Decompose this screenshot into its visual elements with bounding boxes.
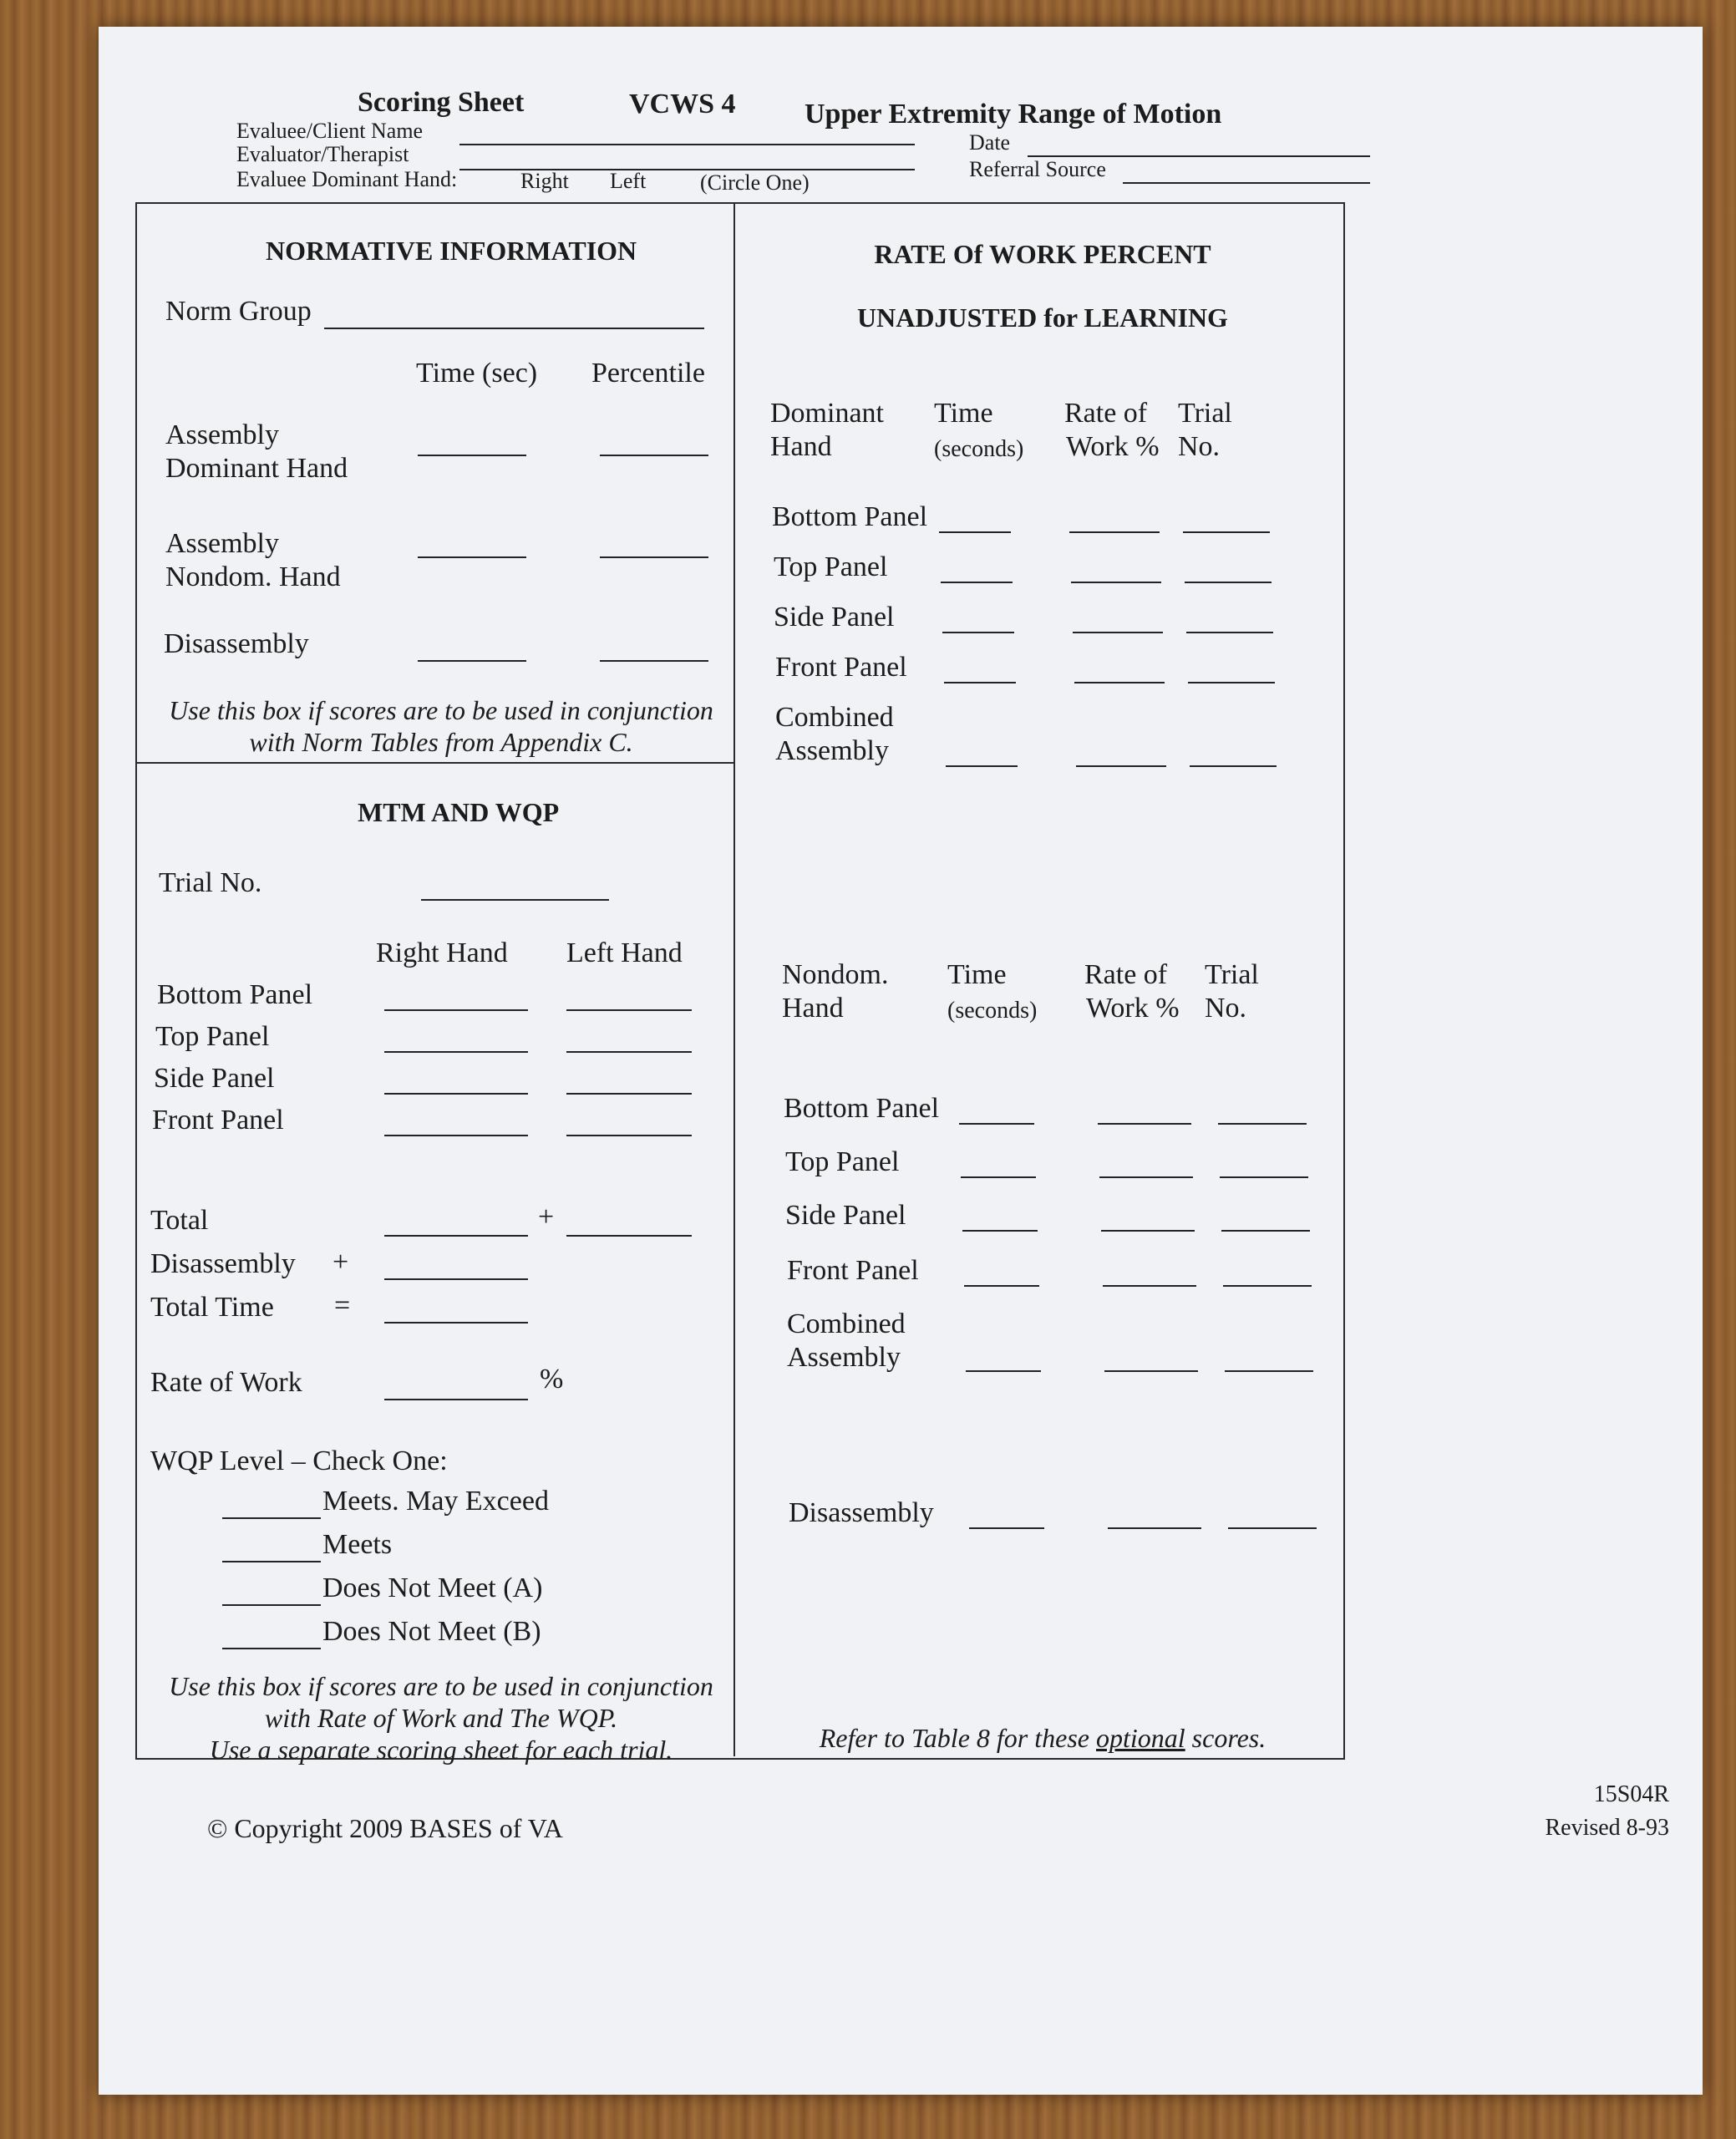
mtm-col-left-hand: Left Hand xyxy=(566,937,683,968)
nondom-bottom-time-field[interactable] xyxy=(959,1123,1034,1125)
revised-date: Revised 8-93 xyxy=(1545,1815,1669,1841)
wqp-option-does-not-meet-b: Does Not Meet (B) xyxy=(322,1616,541,1647)
rate-note xyxy=(750,1723,1335,1754)
mtm-row-side-panel: Side Panel xyxy=(154,1063,275,1094)
dominant-row-front-panel: Front Panel xyxy=(775,652,907,683)
nondom-front-trial-field[interactable] xyxy=(1223,1285,1312,1287)
nondom-top-trial-field[interactable] xyxy=(1220,1176,1308,1178)
nondom-row-top-panel: Top Panel xyxy=(785,1146,900,1177)
test-code: VCWS 4 xyxy=(629,89,736,119)
scoring-sheet-paper xyxy=(99,27,1703,2095)
mtm-side-right-field[interactable] xyxy=(384,1093,528,1095)
nondom-time-line1: Time xyxy=(947,959,1007,990)
nondom-head-line2: Hand xyxy=(782,993,844,1024)
dominant-front-trial-field[interactable] xyxy=(1188,682,1275,683)
nondom-top-time-field[interactable] xyxy=(961,1176,1036,1178)
dominant-top-trial-field[interactable] xyxy=(1185,582,1272,583)
dominant-head-line2: Hand xyxy=(770,431,832,462)
nondom-top-rate-field[interactable] xyxy=(1099,1176,1193,1178)
mtm-total-time-field[interactable] xyxy=(384,1322,528,1324)
wqp-level-heading: WQP Level – Check One: xyxy=(150,1445,448,1476)
mtm-top-right-field[interactable] xyxy=(384,1051,528,1053)
dominant-time-line1: Time xyxy=(934,398,993,429)
nondom-head-line1: Nondom. xyxy=(782,959,889,990)
mtm-front-right-field[interactable] xyxy=(384,1135,528,1136)
nondom-row-bottom-panel: Bottom Panel xyxy=(784,1093,940,1124)
dominant-side-rate-field[interactable] xyxy=(1073,632,1163,633)
assembly-nondom-time-field[interactable] xyxy=(418,556,526,558)
evaluee-name-field[interactable] xyxy=(459,144,915,145)
mtm-disassembly-plus: + xyxy=(332,1247,349,1278)
nondom-side-trial-field[interactable] xyxy=(1221,1230,1310,1232)
dominant-top-rate-field[interactable] xyxy=(1071,582,1161,583)
nondom-combined-line1: Combined xyxy=(787,1308,906,1339)
nondom-row-side-panel: Side Panel xyxy=(785,1200,906,1231)
mtm-disassembly-label: Disassembly xyxy=(150,1248,296,1279)
nondom-combined-trial-field[interactable] xyxy=(1225,1370,1313,1372)
nondom-bottom-trial-field[interactable] xyxy=(1218,1123,1307,1125)
mtm-total-right-field[interactable] xyxy=(384,1235,528,1237)
wqp-option-meets-may-exceed: Meets. May Exceed xyxy=(322,1486,549,1517)
mtm-note-line2: with Rate of Work and The WQP. xyxy=(264,1703,618,1733)
rate-note-optional: optional xyxy=(1095,1723,1185,1753)
nondom-rate-line2: Work % xyxy=(1086,993,1180,1024)
wqp-meets-check[interactable] xyxy=(222,1561,321,1562)
mtm-row-top-panel: Top Panel xyxy=(155,1021,270,1052)
dominant-hand-label: Evaluee Dominant Hand: xyxy=(236,167,458,191)
dominant-head-line1: Dominant xyxy=(770,398,884,429)
mtm-front-left-field[interactable] xyxy=(566,1135,692,1136)
normative-disassembly-label: Disassembly xyxy=(164,628,309,659)
nondom-disassembly-time-field[interactable] xyxy=(969,1527,1044,1529)
dominant-combined-trial-field[interactable] xyxy=(1190,765,1277,767)
assembly-dominant-time-field[interactable] xyxy=(418,455,526,456)
dominant-combined-line1: Combined xyxy=(775,702,894,733)
assembly-nondom-line2: Nondom. Hand xyxy=(165,561,341,592)
evaluator-label: Evaluator/Therapist xyxy=(236,142,409,166)
dominant-combined-line2: Assembly xyxy=(775,735,889,766)
rate-of-work-label: Rate of Work xyxy=(150,1367,302,1398)
circle-one-note: (Circle One) xyxy=(700,170,810,195)
wqp-option-meets: Meets xyxy=(322,1529,393,1560)
wqp-option-does-not-meet-a: Does Not Meet (A) xyxy=(322,1572,543,1603)
rate-title-line1: RATE Of WORK PERCENT xyxy=(874,239,1211,269)
form-code: 15S04R xyxy=(1593,1781,1669,1807)
dominant-time-line2: (seconds) xyxy=(934,436,1024,462)
dominant-combined-time-field[interactable] xyxy=(946,765,1018,767)
rate-note-suffix: scores. xyxy=(1185,1723,1266,1753)
dominant-hand-right-option[interactable]: Right xyxy=(520,169,569,193)
normative-disassembly-time-field[interactable] xyxy=(418,660,526,662)
dominant-side-time-field[interactable] xyxy=(942,632,1014,633)
norm-group-field[interactable] xyxy=(324,328,704,329)
nondom-trial-line2: No. xyxy=(1205,993,1247,1024)
wqp-does-not-meet-a-check[interactable] xyxy=(222,1604,321,1606)
nondom-front-rate-field[interactable] xyxy=(1103,1285,1196,1287)
dominant-combined-rate-field[interactable] xyxy=(1076,765,1166,767)
dominant-trial-line2: No. xyxy=(1178,431,1221,462)
rate-note-prefix: Refer to Table 8 for these xyxy=(819,1723,1096,1753)
wqp-meets-may-exceed-check[interactable] xyxy=(222,1517,321,1519)
dominant-row-side-panel: Side Panel xyxy=(774,602,895,633)
normative-note-line1: Use this box if scores are to be used in conjunction xyxy=(169,695,713,725)
dominant-bottom-trial-field[interactable] xyxy=(1183,531,1270,533)
nondom-row-front-panel: Front Panel xyxy=(787,1255,919,1286)
nondom-combined-time-field[interactable] xyxy=(966,1370,1041,1372)
mtm-bottom-right-field[interactable] xyxy=(384,1009,528,1011)
dominant-row-bottom-panel: Bottom Panel xyxy=(772,501,928,532)
normative-col-time: Time (sec) xyxy=(416,358,538,389)
nondom-combined-rate-field[interactable] xyxy=(1104,1370,1198,1372)
assembly-dominant-line1: Assembly xyxy=(165,419,279,450)
normative-note-line2: with Norm Tables from Appendix C. xyxy=(249,727,633,757)
date-label: Date xyxy=(969,130,1011,155)
mtm-row-bottom-panel: Bottom Panel xyxy=(157,979,313,1010)
column-divider xyxy=(733,204,735,1756)
dominant-front-time-field[interactable] xyxy=(944,682,1016,683)
nondom-side-time-field[interactable] xyxy=(962,1230,1038,1232)
normative-title: NORMATIVE INFORMATION xyxy=(266,236,637,266)
norm-group-label: Norm Group xyxy=(165,296,312,327)
assembly-nondom-line1: Assembly xyxy=(165,528,279,559)
mtm-bottom-left-field[interactable] xyxy=(566,1009,692,1011)
left-section-divider xyxy=(137,762,734,764)
rate-title-line2: UNADJUSTED for LEARNING xyxy=(857,302,1228,333)
dominant-front-rate-field[interactable] xyxy=(1074,682,1165,683)
mtm-total-time-label: Total Time xyxy=(150,1292,274,1323)
mtm-note-line1: Use this box if scores are to be used in conjunction xyxy=(169,1671,713,1701)
wqp-does-not-meet-b-check[interactable] xyxy=(222,1648,321,1649)
assembly-nondom-percentile-field[interactable] xyxy=(600,556,708,558)
referral-source-field[interactable] xyxy=(1123,182,1370,184)
mtm-trial-no-field[interactable] xyxy=(421,899,609,901)
nondom-side-rate-field[interactable] xyxy=(1101,1230,1195,1232)
mtm-note-line3: Use a separate scoring sheet for each trial. xyxy=(209,1735,673,1765)
nondom-rate-line1: Rate of xyxy=(1084,959,1168,990)
rate-of-work-percent: % xyxy=(540,1364,564,1395)
nondom-disassembly-rate-field[interactable] xyxy=(1108,1527,1201,1529)
mtm-top-left-field[interactable] xyxy=(566,1051,692,1053)
assembly-dominant-percentile-field[interactable] xyxy=(600,455,708,456)
mtm-col-right-hand: Right Hand xyxy=(376,937,508,968)
nondom-time-line2: (seconds) xyxy=(947,998,1038,1024)
dominant-hand-left-option[interactable]: Left xyxy=(610,169,647,193)
nondom-disassembly-trial-field[interactable] xyxy=(1228,1527,1317,1529)
nondom-bottom-rate-field[interactable] xyxy=(1098,1123,1191,1125)
dominant-rate-line1: Rate of xyxy=(1064,398,1148,429)
mtm-total-time-equals: = xyxy=(334,1290,351,1321)
nondom-combined-line2: Assembly xyxy=(787,1342,901,1373)
dominant-row-top-panel: Top Panel xyxy=(774,551,888,582)
mtm-row-front-panel: Front Panel xyxy=(152,1105,284,1136)
mtm-total-label: Total xyxy=(150,1205,209,1236)
dominant-rate-line2: Work % xyxy=(1066,431,1160,462)
mtm-total-left-field[interactable] xyxy=(566,1235,692,1237)
dominant-trial-line1: Trial xyxy=(1178,398,1232,429)
test-title: Upper Extremity Range of Motion xyxy=(805,99,1222,130)
dominant-bottom-time-field[interactable] xyxy=(939,531,1011,533)
rate-of-work-field[interactable] xyxy=(384,1399,528,1400)
trial-no-label: Trial No. xyxy=(159,867,262,898)
dominant-side-trial-field[interactable] xyxy=(1186,632,1273,633)
scoring-sheet-title: Scoring Sheet xyxy=(358,87,525,118)
copyright-notice: © Copyright 2009 BASES of VA xyxy=(207,1813,563,1843)
nondom-trial-line1: Trial xyxy=(1205,959,1259,990)
nondom-front-time-field[interactable] xyxy=(964,1285,1039,1287)
evaluee-name-label: Evaluee/Client Name xyxy=(236,119,424,143)
mtm-side-left-field[interactable] xyxy=(566,1093,692,1095)
referral-source-label: Referral Source xyxy=(969,157,1106,181)
normative-disassembly-percentile-field[interactable] xyxy=(600,660,708,662)
mtm-total-plus: + xyxy=(538,1202,555,1232)
assembly-dominant-line2: Dominant Hand xyxy=(165,453,348,484)
normative-col-percentile: Percentile xyxy=(591,358,705,389)
dominant-bottom-rate-field[interactable] xyxy=(1069,531,1160,533)
nondom-disassembly-label: Disassembly xyxy=(789,1497,934,1528)
mtm-disassembly-field[interactable] xyxy=(384,1278,528,1280)
mtm-title: MTM AND WQP xyxy=(358,797,560,827)
dominant-top-time-field[interactable] xyxy=(941,582,1013,583)
